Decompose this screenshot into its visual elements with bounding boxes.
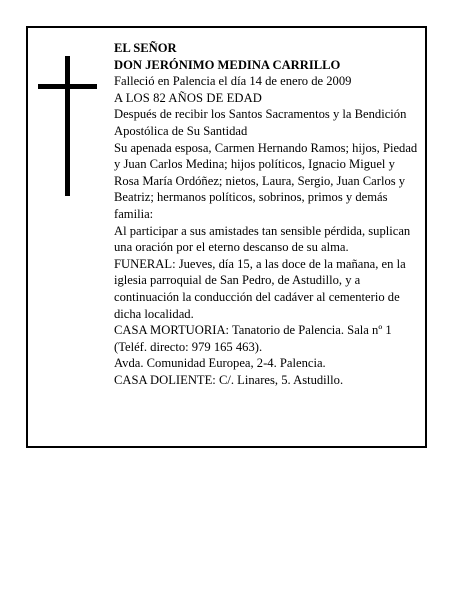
address-line: Avda. Comunidad Europea, 2-4. Palencia. (114, 356, 326, 371)
family-paragraph: Su apenada esposa, Carmen Hernando Ramos; hijos, Piedad y Juan Carlos Medina; hijos políticos, Ignacio Miguel y Rosa María Ordóñez; nietos, Laura, Sergio, Juan Carlos y Beatriz; hermanos políticos, sobrinos, primos y demás familia: (114, 140, 418, 221)
funeral-paragraph: FUNERAL: Jueves, día 15, a las doce de la mañana, en la iglesia parroquial de San Pedro, de Astudillo, y a continuación la conducción del cadáver al cementerio de dicha localidad. (114, 256, 406, 321)
cross-vertical-bar (65, 56, 70, 196)
sacraments-paragraph: Después de recibir los Santos Sacramentos y la Bendición Apostólica de Su Santidad (114, 107, 407, 138)
request-paragraph: Al participar a sus amistades tan sensible pérdida, suplican una oración por el eterno descanso de su alma. (114, 223, 411, 255)
mourning-house-line: CASA DOLIENTE: C/. Linares, 5. Astudillo. (114, 372, 344, 387)
title-line-2: DON JERÓNIMO MEDINA CARRILLO (114, 57, 341, 72)
mortuary-paragraph: CASA MORTUORIA: Tanatorio de Palencia. Sala nº 1 (Teléf. directo: 979 165 463). (114, 323, 392, 354)
age-line: A LOS 82 AÑOS DE EDAD (114, 90, 262, 105)
death-date-line: Falleció en Palencia el día 14 de enero de 2009 (114, 74, 352, 89)
title-line-1: EL SEÑOR (114, 41, 177, 55)
obituary-text (114, 40, 420, 388)
cross-horizontal-bar (38, 84, 97, 89)
